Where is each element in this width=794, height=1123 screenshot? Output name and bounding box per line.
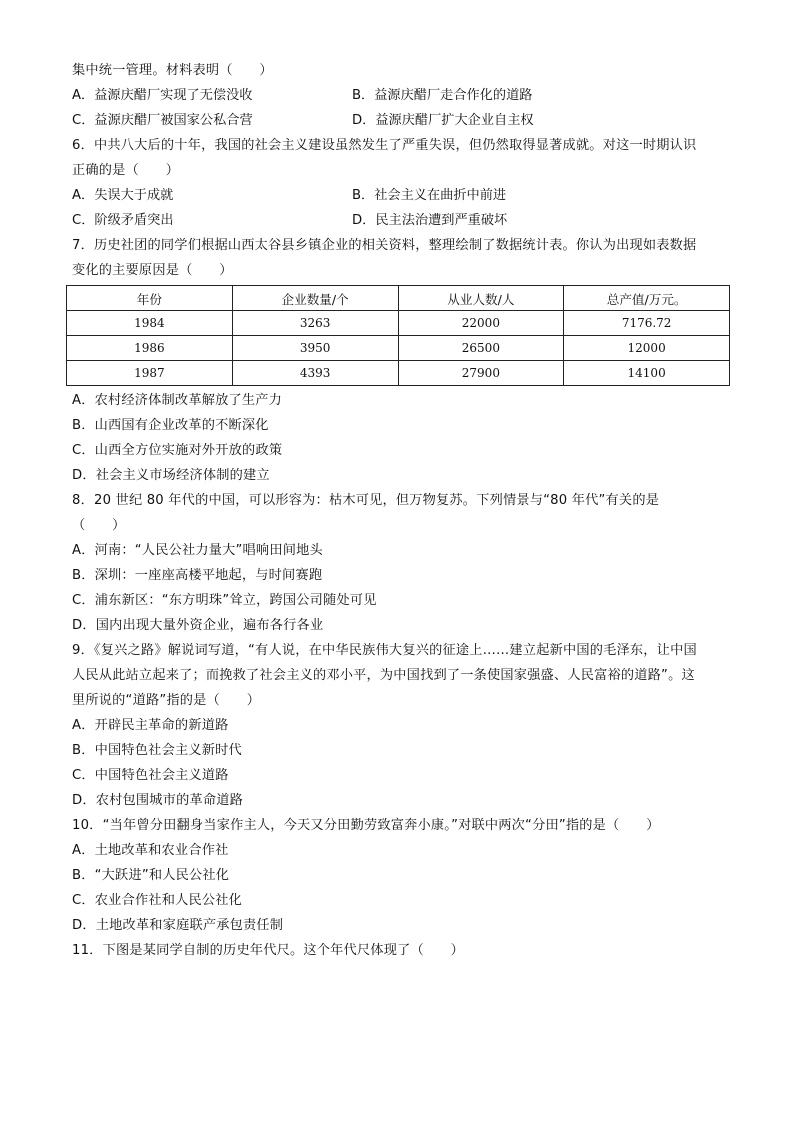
table-row bbox=[67, 361, 730, 386]
table-cell: 1987 bbox=[67, 361, 233, 386]
q5-stem: 集中统一管理。材料表明（ ） bbox=[72, 63, 273, 78]
q9-option-a[interactable]: A．开辟民主革命的新道路 bbox=[72, 718, 229, 733]
q7-option-b[interactable]: B．山西国有企业改革的不断深化 bbox=[72, 418, 269, 433]
q7-data-table bbox=[66, 285, 730, 386]
q11-stem: 11．下图是某同学自制的历史年代尺。这个年代尺体现了（ ） bbox=[72, 943, 465, 958]
table-cell: 26500 bbox=[398, 336, 564, 361]
q6-option-c[interactable]: C．阶级矛盾突出 bbox=[72, 213, 174, 228]
table-cell: 7176.72 bbox=[564, 311, 730, 336]
q9-option-d[interactable]: D．农村包围城市的革命道路 bbox=[72, 793, 244, 808]
q9-option-b[interactable]: B．中国特色社会主义新时代 bbox=[72, 743, 242, 758]
q5-options-row-1 bbox=[72, 83, 732, 108]
table-row bbox=[67, 336, 730, 361]
q10-stem: 10．“当年曾分田翻身当家作主人，今天又分田勤劳致富奔小康。”对联中两次“分田”指的是（ ） bbox=[72, 818, 660, 833]
table-header-year: 年份 bbox=[67, 286, 233, 311]
q5-options-row-2 bbox=[72, 108, 732, 133]
q8-option-b[interactable]: B．深圳：一座座高楼平地起，与时间赛跑 bbox=[72, 568, 323, 583]
q5-option-a[interactable]: A．益源庆醋厂实现了无偿没收 bbox=[72, 88, 253, 103]
q8-option-d[interactable]: D．国内出现大量外资企业，遍布各行各业 bbox=[72, 618, 324, 633]
q8-stem-line-1: 8．20 世纪 80 年代的中国，可以形容为：枯木可见，但万物复苏。下列情景与“80 年代”有关的是 bbox=[72, 493, 660, 508]
q9-stem-line-3: 里所说的“道路”指的是（ ） bbox=[72, 693, 261, 708]
q6-stem-line-2: 正确的是（ ） bbox=[72, 163, 180, 178]
table-header-enterprises: 企业数量/个 bbox=[232, 286, 398, 311]
table-cell: 4393 bbox=[232, 361, 398, 386]
table-header-output: 总产值/万元。 bbox=[564, 286, 730, 311]
q7-option-c[interactable]: C．山西全方位实施对外开放的政策 bbox=[72, 443, 283, 458]
q6-options-row-2 bbox=[72, 208, 732, 233]
q8-stem-line-2: （ ） bbox=[72, 518, 126, 533]
q8-option-c[interactable]: C．浦东新区：“东方明珠”耸立，跨国公司随处可见 bbox=[72, 593, 377, 608]
q10-option-c[interactable]: C．农业合作社和人民公社化 bbox=[72, 893, 243, 908]
table-cell: 1984 bbox=[67, 311, 233, 336]
q5-option-d[interactable]: D．益源庆醋厂扩大企业自主权 bbox=[352, 113, 534, 128]
q8-option-a[interactable]: A．河南：“人民公社力量大”唱响田间地头 bbox=[72, 543, 323, 558]
q10-option-a[interactable]: A．土地改革和农业合作社 bbox=[72, 843, 229, 858]
q7-option-a[interactable]: A．农村经济体制改革解放了生产力 bbox=[72, 393, 283, 408]
table-cell: 1986 bbox=[67, 336, 233, 361]
q9-stem-line-1: 9．《复兴之路》解说词写道，“有人说，在中华民族伟大复兴的征途上……建立起新中国的毛泽东，让中国 bbox=[72, 643, 697, 658]
q7-stem-line-2: 变化的主要原因是（ ） bbox=[72, 263, 233, 278]
table-cell: 12000 bbox=[564, 336, 730, 361]
table-cell: 3263 bbox=[232, 311, 398, 336]
q5-option-c[interactable]: C．益源庆醋厂被国家公私合营 bbox=[72, 113, 253, 128]
q7-option-d[interactable]: D．社会主义市场经济体制的建立 bbox=[72, 468, 270, 483]
q9-stem-line-2: 人民从此站立起来了；而挽救了社会主义的邓小平，为中国找到了一条使国家强盛、人民富裕的道路”。这 bbox=[72, 668, 695, 683]
exam-page bbox=[72, 58, 732, 963]
q9-option-c[interactable]: C．中国特色社会主义道路 bbox=[72, 768, 229, 783]
q6-stem-line-1: 6．中共八大后的十年，我国的社会主义建设虽然发生了严重失误，但仍然取得显著成就。对这一时期认识 bbox=[72, 138, 697, 153]
q10-option-d[interactable]: D．土地改革和家庭联产承包责任制 bbox=[72, 918, 284, 933]
table-cell: 27900 bbox=[398, 361, 564, 386]
q6-option-b[interactable]: B．社会主义在曲折中前进 bbox=[352, 188, 507, 203]
q6-option-d[interactable]: D．民主法治遭到严重破坏 bbox=[352, 213, 508, 228]
table-header-row bbox=[67, 286, 730, 311]
table-header-employees: 从业人数/人 bbox=[398, 286, 564, 311]
q10-option-b[interactable]: B．“大跃进”和人民公社化 bbox=[72, 868, 230, 883]
q6-options-row-1 bbox=[72, 183, 732, 208]
table-cell: 3950 bbox=[232, 336, 398, 361]
q7-stem-line-1: 7．历史社团的同学们根据山西太谷县乡镇企业的相关资料，整理绘制了数据统计表。你认为出现如表数据 bbox=[72, 238, 697, 253]
table-cell: 22000 bbox=[398, 311, 564, 336]
table-cell: 14100 bbox=[564, 361, 730, 386]
q5-option-b[interactable]: B．益源庆醋厂走合作化的道路 bbox=[352, 88, 533, 103]
q6-option-a[interactable]: A．失误大于成就 bbox=[72, 188, 174, 203]
table-row bbox=[67, 311, 730, 336]
